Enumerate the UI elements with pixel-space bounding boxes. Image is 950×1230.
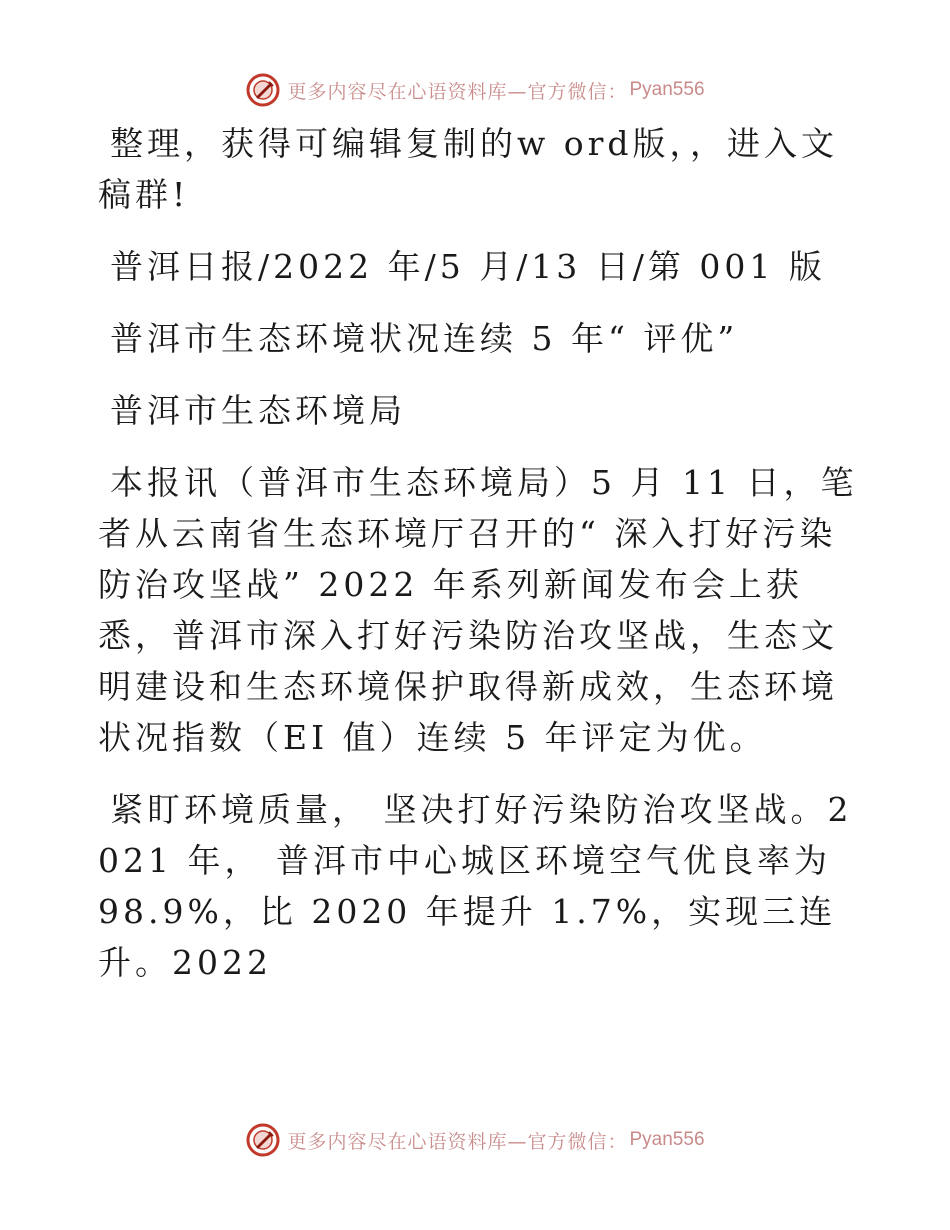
paragraph-intro: 整理，获得可编辑复制的w ord版，，进入文稿群! xyxy=(98,124,839,214)
paragraph-source: 普洱日报/2022 年/5 月/13 日/第 001 版 xyxy=(110,247,826,286)
logo-icon xyxy=(245,1122,281,1158)
paragraph-body-2: 紧盯环境质量， 坚决打好污染防治攻坚战。2021 年， 普洱市中心城区环境空气优良率为 98.9%，比 2020 年提升 1.7%，实现三连升。2022 xyxy=(98,790,853,982)
article-title: 普洱市生态环境状况连续 5 年“ 评优” xyxy=(110,319,739,358)
paragraph-body-1: 本报讯（普洱市生态环境局）5 月 11 日，笔者从云南省生态环境厅召开的“ 深入打好污染防治攻坚战” 2022 年系列新闻发布会上获悉，普洱市深入打好污染防治攻坚战，生态文明建设和生态环境保护取得新成效，生态环境状况指数（EI 值）连续 5 年评定为优。 xyxy=(98,463,858,757)
watermark-id: Pyan556 xyxy=(629,1129,705,1150)
footer-watermark xyxy=(0,1122,950,1158)
watermark-text: 更多内容尽在心语资料库—官方微信： xyxy=(287,1130,628,1153)
watermark-text: 更多内容尽在心语资料库—官方微信： xyxy=(287,80,628,103)
header-watermark xyxy=(0,72,950,108)
watermark-id: Pyan556 xyxy=(629,79,705,100)
logo-icon xyxy=(245,72,281,108)
article-author: 普洱市生态环境局 xyxy=(110,391,406,430)
document-body xyxy=(98,118,858,988)
